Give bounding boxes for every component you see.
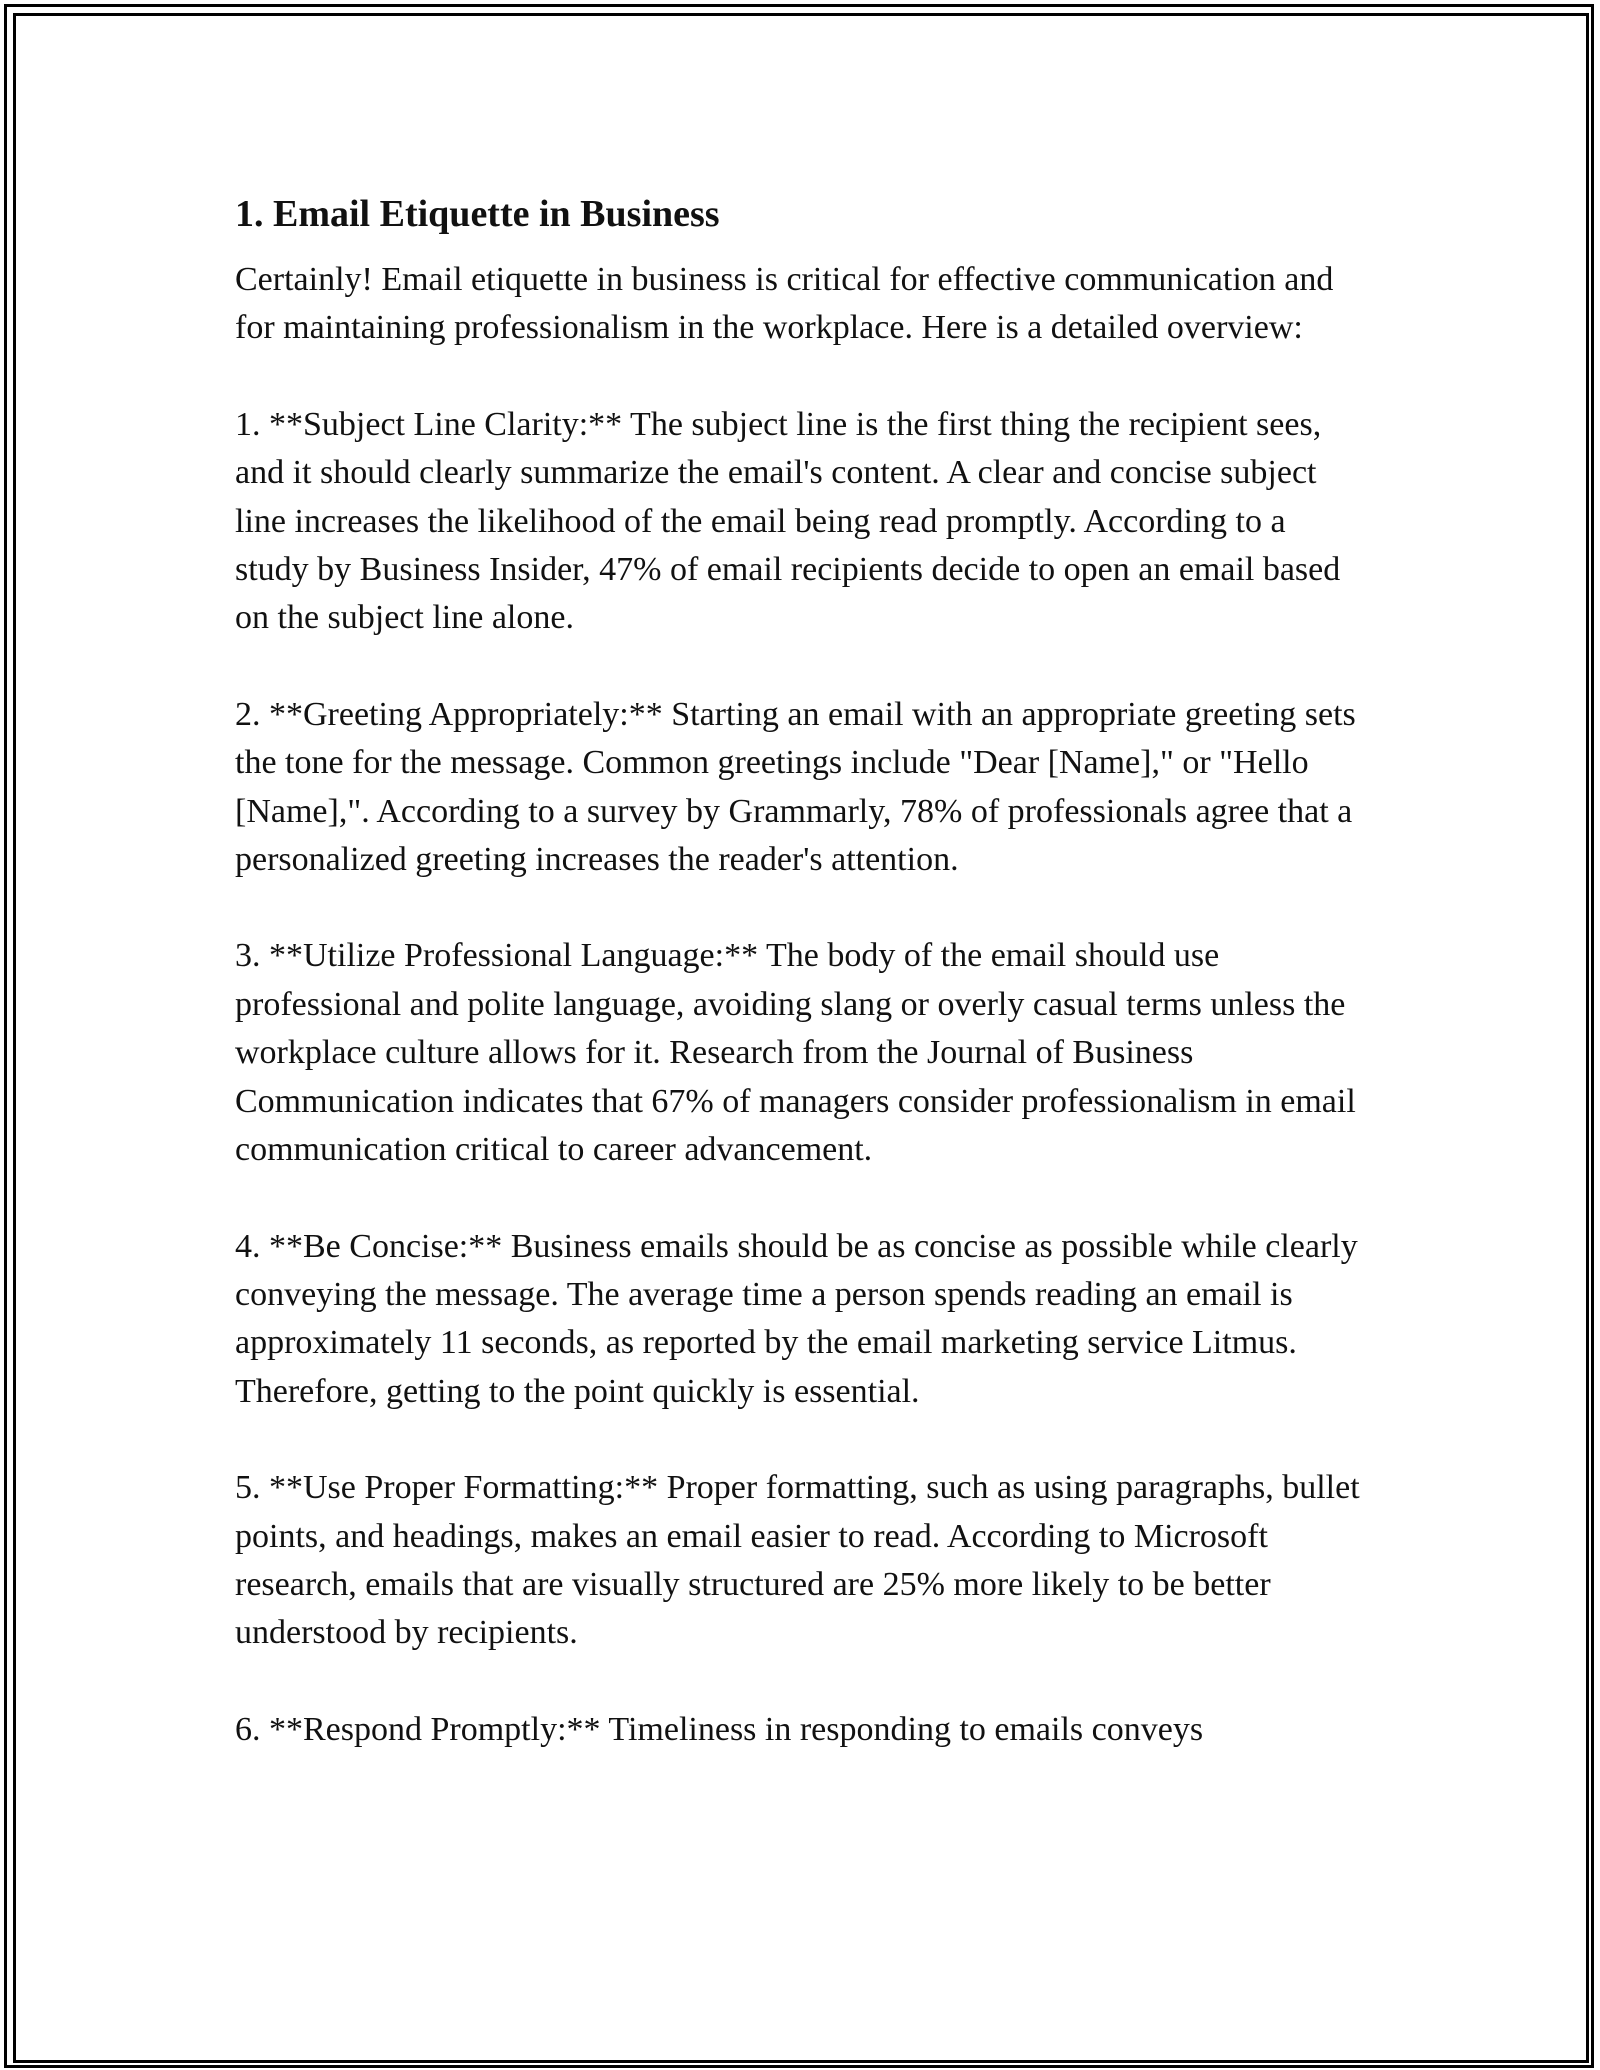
point-be-concise: 4. **Be Concise:** Business emails should be as concise as possible while clearly conveying the message. The average time a person spends reading an email is approximately 11 seconds, as reported by the email marketing service Litmus. Therefore, getting to the point quickly is essential. [235, 1227, 1358, 1410]
section-heading: 1. Email Etiquette in Business [235, 193, 720, 235]
point-professional-language: 3. **Utilize Professional Language:** The body of the email should use professional and polite language, avoiding slang or overly casual terms unless the workplace culture allows for it. Research from the Journal of Business Communication indicates that 67% of managers consider professionalism in email communication critical to career advancement. [235, 937, 1356, 1169]
point-subject-line-clarity: 1. **Subject Line Clarity:** The subject line is the first thing the recipient sees, and it should clearly summarize the email's content. A clear and concise subject line increases the likelihood of the email being read promptly. According to a study by Business Insider, 47% of email recipients decide to open an email based on the subject line alone. [235, 405, 1341, 637]
document-body [235, 184, 1365, 1802]
point-respond-promptly: 6. **Respond Promptly:** Timeliness in responding to emails conveys [235, 1710, 1204, 1748]
intro-paragraph: Certainly! Email etiquette in business is critical for effective communication and for maintaining professionalism in the workplace. Here is a detailed overview: [235, 261, 1334, 347]
point-greeting-appropriately: 2. **Greeting Appropriately:** Starting an email with an appropriate greeting sets the tone for the message. Common greetings include "Dear [Name]," or "Hello [Name],". According to a survey by Grammarly, 78% of professionals agree that a personalized greeting increases the reader's attention. [235, 695, 1356, 879]
point-proper-formatting: 5. **Use Proper Formatting:** Proper formatting, such as using paragraphs, bullet points, and headings, makes an email easier to read. According to Microsoft research, emails that are visually structured are 25% more likely to be better understood by recipients. [235, 1469, 1360, 1652]
